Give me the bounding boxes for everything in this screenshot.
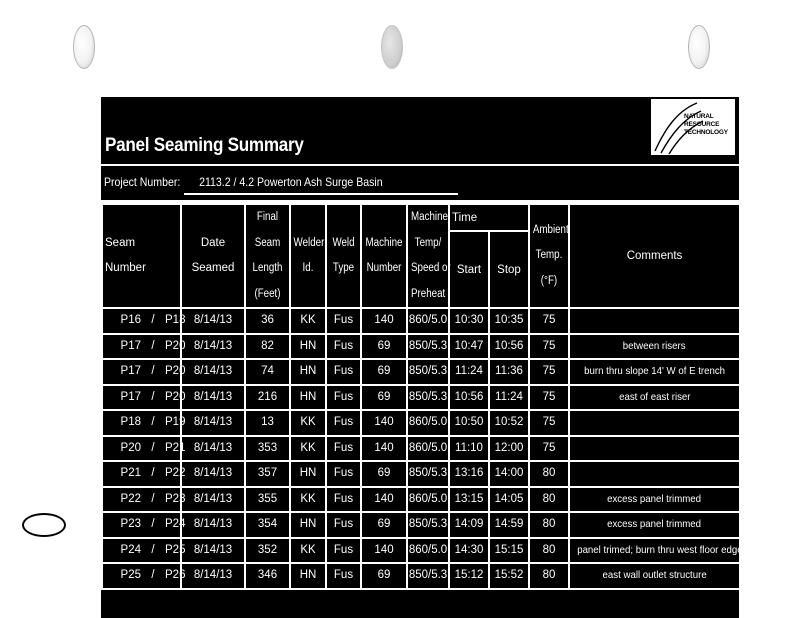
cell-length: 352 — [245, 538, 290, 564]
project-value: 2113.2 / 4.2 Powerton Ash Surge Basin — [199, 175, 383, 189]
seam-part-sep: / — [151, 390, 155, 403]
cell-ambient: 75 — [529, 385, 569, 411]
cell-stop: 15:52 — [489, 563, 529, 589]
cell-weld-type: Fus — [326, 461, 361, 487]
cell-machine: 69 — [361, 461, 407, 487]
comment-text: burn thru slope 14' W of E trench — [584, 365, 725, 377]
cell-weld-type: Fus — [326, 410, 361, 436]
comment-text: between risers — [623, 339, 686, 352]
cell-stop: 14:00 — [489, 461, 529, 487]
cell-comments — [569, 359, 740, 385]
cell-seam-number — [102, 334, 186, 360]
seam-part-a: P24 — [120, 543, 141, 556]
seam-part-sep: / — [151, 314, 155, 326]
cell-weld-type: Fus — [326, 538, 361, 564]
cell-temp-speed: 850/5.3 — [407, 334, 449, 360]
header-final-seam-length: Final Seam Length (Feet) — [245, 204, 290, 308]
cell-date: 8/14/13 — [181, 461, 245, 487]
cell-machine: 140 — [361, 308, 407, 334]
seam-part-sep: / — [151, 518, 155, 530]
cell-weld-type: Fus — [326, 436, 361, 462]
cell-machine: 69 — [361, 563, 407, 589]
comment-text: excess panel trimmed — [607, 518, 702, 530]
cell-ambient: 75 — [529, 334, 569, 360]
seam-part-sep: / — [151, 492, 155, 505]
cell-comments — [569, 461, 740, 487]
table-row — [102, 563, 740, 589]
cell-date: 8/14/13 — [181, 563, 245, 589]
header-seam-number: Seam Number — [102, 204, 181, 308]
cell-ambient: 80 — [529, 563, 569, 589]
cell-start: 10:56 — [449, 385, 489, 411]
cell-machine: 69 — [361, 512, 407, 538]
table-row — [102, 334, 740, 360]
cell-welder: KK — [290, 436, 326, 462]
logo-line: TECHNOLOGY — [684, 129, 728, 136]
cell-seam-number — [102, 436, 186, 462]
cell-date: 8/14/13 — [181, 359, 245, 385]
summary-sheet — [101, 97, 743, 618]
seam-part-a: P25 — [120, 569, 141, 581]
cell-seam-number — [102, 461, 186, 487]
header-start: Start — [449, 231, 489, 308]
cell-comments — [569, 410, 740, 436]
binder-hole-right — [688, 25, 710, 69]
seam-part-b: P20 — [165, 365, 186, 377]
comment-text: panel trimed; burn thru west floor edge — [577, 543, 743, 556]
seam-part-sep: / — [151, 339, 155, 352]
cell-seam-number — [102, 512, 186, 538]
cell-machine: 69 — [361, 385, 407, 411]
cell-weld-type: Fus — [326, 385, 361, 411]
cell-ambient: 75 — [529, 410, 569, 436]
cell-length: 355 — [245, 487, 290, 513]
cell-welder: HN — [290, 563, 326, 589]
cell-length: 353 — [245, 436, 290, 462]
cell-temp-speed: 850/5.3 — [407, 512, 449, 538]
table-row — [102, 461, 740, 487]
cell-temp-speed: 860/5.0 — [407, 436, 449, 462]
cell-temp-speed: 860/5.0 — [407, 487, 449, 513]
seam-part-b: P19 — [165, 416, 186, 428]
cell-weld-type: Fus — [326, 334, 361, 360]
cell-start: 15:12 — [449, 563, 489, 589]
cell-weld-type: Fus — [326, 359, 361, 385]
header-machine-temp: Machine Temp/ Speed or Preheat — [407, 204, 449, 308]
cell-stop: 14:05 — [489, 487, 529, 513]
cell-date: 8/14/13 — [181, 385, 245, 411]
table-row — [102, 385, 740, 411]
seam-part-sep: / — [151, 543, 155, 556]
comment-text: excess panel trimmed — [607, 492, 702, 505]
cell-stop: 10:35 — [489, 308, 529, 334]
seam-part-sep: / — [151, 416, 155, 428]
cell-stop: 10:52 — [489, 410, 529, 436]
cell-ambient: 75 — [529, 436, 569, 462]
cell-length: 82 — [245, 334, 290, 360]
table-row — [102, 436, 740, 462]
cell-start: 10:30 — [449, 308, 489, 334]
cell-machine: 69 — [361, 359, 407, 385]
project-underline — [184, 193, 458, 195]
cell-welder: HN — [290, 385, 326, 411]
cell-seam-number — [102, 308, 186, 334]
cell-welder: KK — [290, 308, 326, 334]
seaming-table — [101, 203, 741, 590]
comment-text: east of east riser — [618, 390, 691, 403]
cell-start: 11:24 — [449, 359, 489, 385]
cell-start: 11:10 — [449, 436, 489, 462]
binder-hole-left — [73, 25, 95, 69]
cell-seam-number — [102, 538, 186, 564]
cell-length: 13 — [245, 410, 290, 436]
seam-part-sep: / — [151, 467, 155, 479]
cell-temp-speed: 850/5.3 — [407, 461, 449, 487]
seam-part-b: P24 — [165, 518, 186, 530]
table-body — [102, 308, 743, 589]
cell-weld-type: Fus — [326, 308, 361, 334]
cell-comments — [569, 563, 740, 589]
cell-ambient: 80 — [529, 538, 569, 564]
seam-part-a: P20 — [120, 441, 141, 454]
cell-comments — [569, 334, 740, 360]
logo-line: RESOURCE — [684, 121, 720, 128]
company-logo — [651, 99, 735, 155]
cell-comments — [569, 512, 740, 538]
header-ambient-temp: Ambient Temp. (°F) — [529, 204, 569, 308]
header-time: Time — [449, 204, 529, 231]
cell-machine: 140 — [361, 538, 407, 564]
cell-temp-speed: 860/5.0 — [407, 538, 449, 564]
page-title: Panel Seaming Summary — [105, 135, 304, 156]
header-welder-id: Welder Id. — [290, 204, 326, 308]
cell-length: 346 — [245, 563, 290, 589]
cell-welder: HN — [290, 334, 326, 360]
logo-line: NATURAL — [684, 113, 714, 120]
comment-text: east wall outlet structure — [602, 569, 707, 581]
cell-comments — [569, 487, 740, 513]
cell-length: 74 — [245, 359, 290, 385]
margin-oval-mark — [22, 513, 66, 537]
cell-welder: HN — [290, 512, 326, 538]
header-weld-type: Weld Type — [326, 204, 361, 308]
cell-weld-type: Fus — [326, 512, 361, 538]
table-row — [102, 308, 740, 334]
binder-hole-middle — [381, 25, 403, 69]
cell-date: 8/14/13 — [181, 538, 245, 564]
cell-stop: 12:00 — [489, 436, 529, 462]
cell-machine: 140 — [361, 487, 407, 513]
cell-date: 8/14/13 — [181, 512, 245, 538]
cell-comments — [569, 308, 740, 334]
seam-part-b: P20 — [165, 339, 186, 352]
header-comments: Comments — [569, 204, 740, 308]
cell-machine: 140 — [361, 436, 407, 462]
seam-part-b: P25 — [165, 543, 186, 556]
cell-ambient: 75 — [529, 308, 569, 334]
cell-temp-speed: 850/5.3 — [407, 385, 449, 411]
cell-length: 36 — [245, 308, 290, 334]
seam-part-b: P20 — [165, 390, 186, 403]
header-stop: Stop — [489, 231, 529, 308]
cell-seam-number — [102, 487, 186, 513]
cell-length: 357 — [245, 461, 290, 487]
seam-part-a: P21 — [120, 467, 141, 479]
seam-part-b: P26 — [165, 569, 186, 581]
cell-seam-number — [102, 359, 186, 385]
seam-part-b: P22 — [165, 467, 186, 479]
cell-date: 8/14/13 — [181, 487, 245, 513]
cell-temp-speed: 850/5.3 — [407, 563, 449, 589]
cell-ambient: 80 — [529, 487, 569, 513]
seam-part-a: P17 — [120, 339, 141, 352]
seam-part-a: P23 — [120, 518, 141, 530]
cell-stop: 11:24 — [489, 385, 529, 411]
seam-part-a: P17 — [120, 390, 141, 403]
cell-welder: KK — [290, 487, 326, 513]
cell-date: 8/14/13 — [181, 410, 245, 436]
header-machine-number: Machine Number — [361, 204, 407, 308]
seam-part-b: P21 — [165, 441, 186, 454]
cell-welder: KK — [290, 410, 326, 436]
cell-comments — [569, 385, 740, 411]
cell-comments — [569, 538, 743, 564]
cell-machine: 140 — [361, 410, 407, 436]
cell-date: 8/14/13 — [181, 334, 245, 360]
cell-length: 216 — [245, 385, 290, 411]
cell-stop: 11:36 — [489, 359, 529, 385]
cell-stop: 10:56 — [489, 334, 529, 360]
logo-text — [684, 113, 728, 137]
cell-temp-speed: 860/5.0 — [407, 308, 449, 334]
cell-stop: 15:15 — [489, 538, 529, 564]
cell-start: 13:16 — [449, 461, 489, 487]
seam-part-sep: / — [151, 441, 155, 454]
table-row — [102, 512, 740, 538]
cell-machine: 69 — [361, 334, 407, 360]
cell-start: 13:15 — [449, 487, 489, 513]
project-label: Project Number: — [104, 175, 181, 189]
cell-temp-speed: 850/5.3 — [407, 359, 449, 385]
cell-seam-number — [102, 385, 186, 411]
cell-welder: HN — [290, 359, 326, 385]
seam-part-sep: / — [151, 569, 155, 581]
header-rule — [101, 164, 739, 166]
cell-welder: HN — [290, 461, 326, 487]
cell-comments — [569, 436, 740, 462]
seam-part-b: P18 — [165, 314, 186, 326]
cell-weld-type: Fus — [326, 487, 361, 513]
table-row — [102, 487, 740, 513]
cell-ambient: 75 — [529, 359, 569, 385]
cell-date: 8/14/13 — [181, 436, 245, 462]
cell-seam-number — [102, 563, 186, 589]
cell-ambient: 80 — [529, 461, 569, 487]
table-row — [102, 410, 740, 436]
cell-temp-speed: 860/5.0 — [407, 410, 449, 436]
cell-welder: KK — [290, 538, 326, 564]
cell-ambient: 80 — [529, 512, 569, 538]
cell-start: 14:30 — [449, 538, 489, 564]
seam-part-sep: / — [151, 365, 155, 377]
seam-part-a: P22 — [120, 492, 141, 505]
seam-part-a: P16 — [120, 314, 141, 326]
project-line — [104, 175, 383, 189]
cell-start: 10:47 — [449, 334, 489, 360]
cell-seam-number — [102, 410, 186, 436]
seam-part-a: P17 — [120, 365, 141, 377]
cell-weld-type: Fus — [326, 563, 361, 589]
cell-start: 14:09 — [449, 512, 489, 538]
cell-length: 354 — [245, 512, 290, 538]
cell-date: 8/14/13 — [181, 308, 245, 334]
cell-stop: 14:59 — [489, 512, 529, 538]
cell-start: 10:50 — [449, 410, 489, 436]
table-row — [102, 538, 740, 564]
table-row — [102, 359, 740, 385]
header-date-seamed: Date Seamed — [181, 204, 245, 308]
seam-part-b: P23 — [165, 492, 186, 505]
seam-part-a: P18 — [120, 416, 141, 428]
